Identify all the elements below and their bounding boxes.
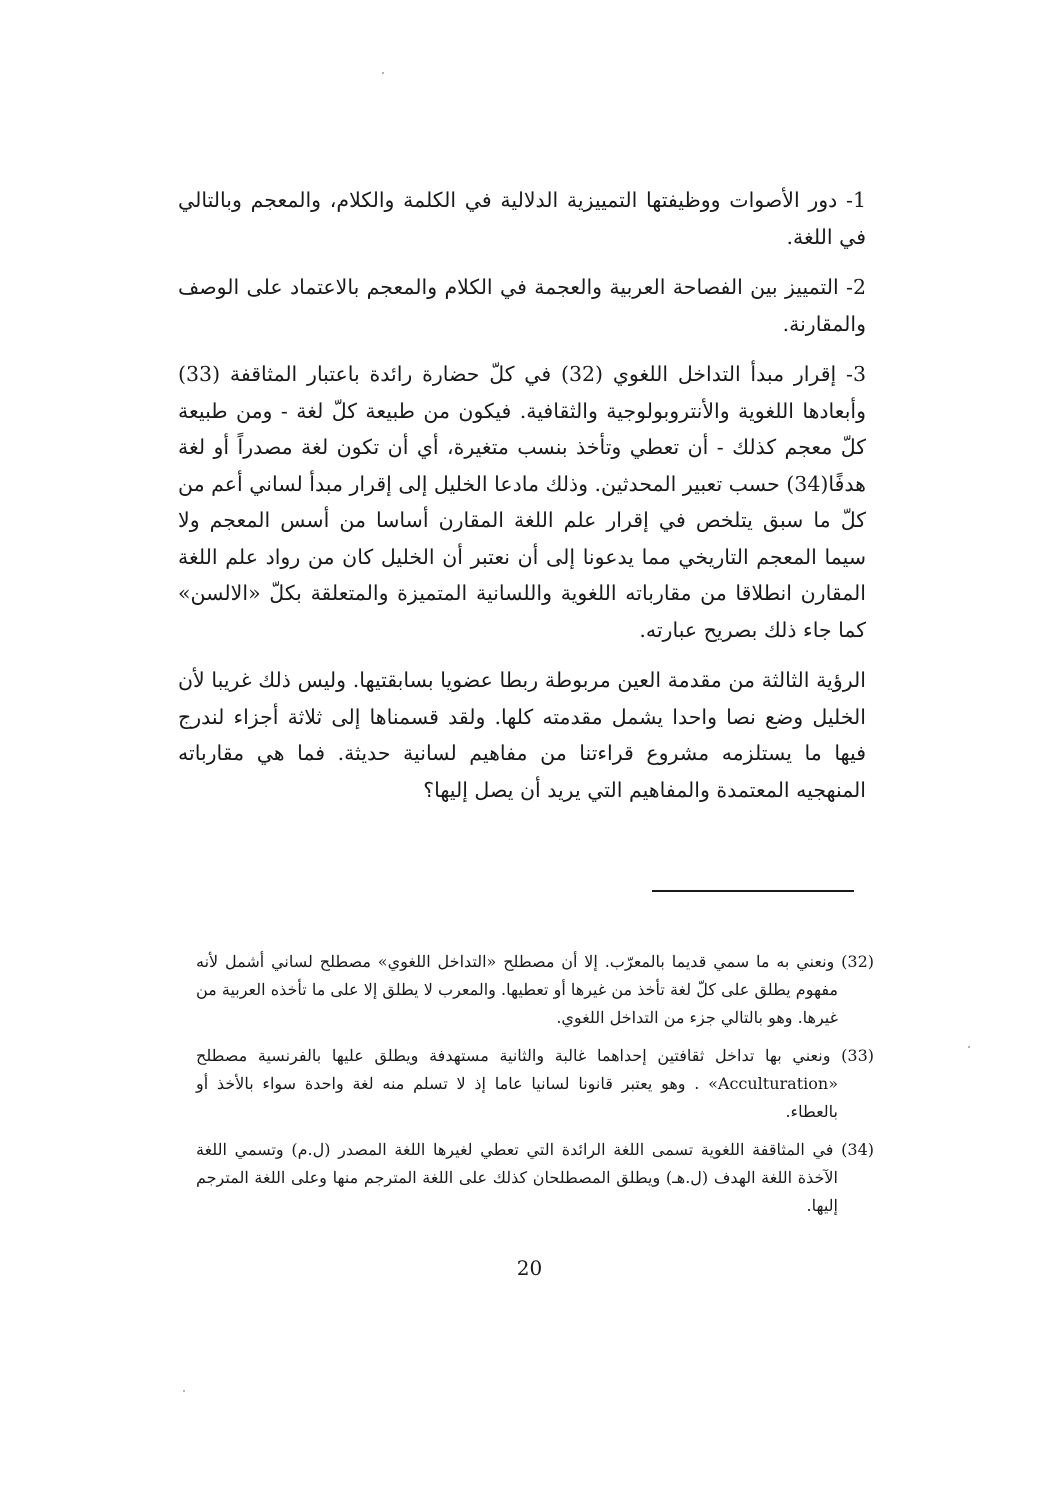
paragraph-third-vision: الرؤية الثالثة من مقدمة العين مربوطة ربطا عضويا بسابقتيها. وليس ذلك غريبا لأن الخليل وضع نصا واحدا يشمل مقدمته كلها. ولقد قسمناها إلى ثلاثة أجزاء لندرج فيها ما يستلزمه مشروع قراءتنا من مفاهيم لسانية حديثة. فما هي مقارباته المنهجيه المعتمدة والمفاهيم التي يريد أن يصل إليها؟ <box>178 668 866 802</box>
scan-speck <box>183 1390 185 1392</box>
paragraph-item-3: 3- إقرار مبدأ التداخل اللغوي (32) في كلّ حضارة رائدة باعتبار المثاقفة (33) وأبعادها اللغوية والأنتروبولوجية والثقافية. فيكون من طبيعة كلّ لغة - ومن طبيعة كلّ معجم كذلك - أن تعطي وتأخذ بنسب متغيرة، أي أن تكون لغة مصدراً أو لغة هدفًا(34) حسب تعبير المحدثين. وذلك مادعا الخليل إلى إقرار مبدأ لساني أعم من كلّ ما سبق يتلخص في إقرار علم اللغة المقارن أساسا من أسس المعجم ولا سيما المعجم التاريخي مما يدعونا إلى أن نعتبر أن الخليل كان من رواد علم اللغة المقارن انطلاقا من مقارباته اللغوية واللسانية المتميزة والمتعلقة بكلّ «الالسن» كما جاء ذلك بصريح عبارته. <box>178 362 866 642</box>
footnote-33: (33) ونعني بها تداخل ثقافتين إحداهما غالبة والثانية مستهدفة ويطلق عليها بالفرنسية مصطلح «Acculturation» . وهو يعتبر قانونا لسانيا عاما إذ لا تسلم منه لغة واحدة سواء بالأخذ أو بالعطاء. <box>196 1046 874 1121</box>
footnote-34: (34) في المثاقفة اللغوية تسمى اللغة الرائدة التي تعطي لغيرها اللغة المصدر (ل.م) وتسمي اللغة الآخذة اللغة الهدف (ل.هـ) ويطلق المصطلحان كذلك على اللغة المترجم منها وعلى اللغة المترجم إليها. <box>196 1140 874 1215</box>
main-text <box>178 182 866 808</box>
paragraph-item-2: 2- التمييز بين الفصاحة العربية والعجمة في الكلام والمعجم بالاعتماد على الوصف والمقارنة. <box>178 275 866 336</box>
scan-speck <box>382 72 384 74</box>
footnote-32: (32) ونعني به ما سمي قديما بالمعرّب. إلا أن مصطلح «التداخل اللغوي» مصطلح لساني أشمل لأنه مفهوم يطلق على كلّ لغة تأخذ من غيرها أو تعطيها. والمعرب لا يطلق إلا على ما تأخذه العربية من غيرها. وهو بالتالي جزء من التداخل اللغوي. <box>196 952 874 1027</box>
page-number: 20 <box>516 1256 543 1280</box>
paragraph-item-1: 1- دور الأصوات ووظيفتها التمييزية الدلالية في الكلمة والكلام، والمعجم وبالتالي في اللغة. <box>178 188 866 249</box>
footnotes <box>196 948 874 1230</box>
scan-speck <box>968 1046 970 1048</box>
footnote-separator <box>652 890 854 892</box>
